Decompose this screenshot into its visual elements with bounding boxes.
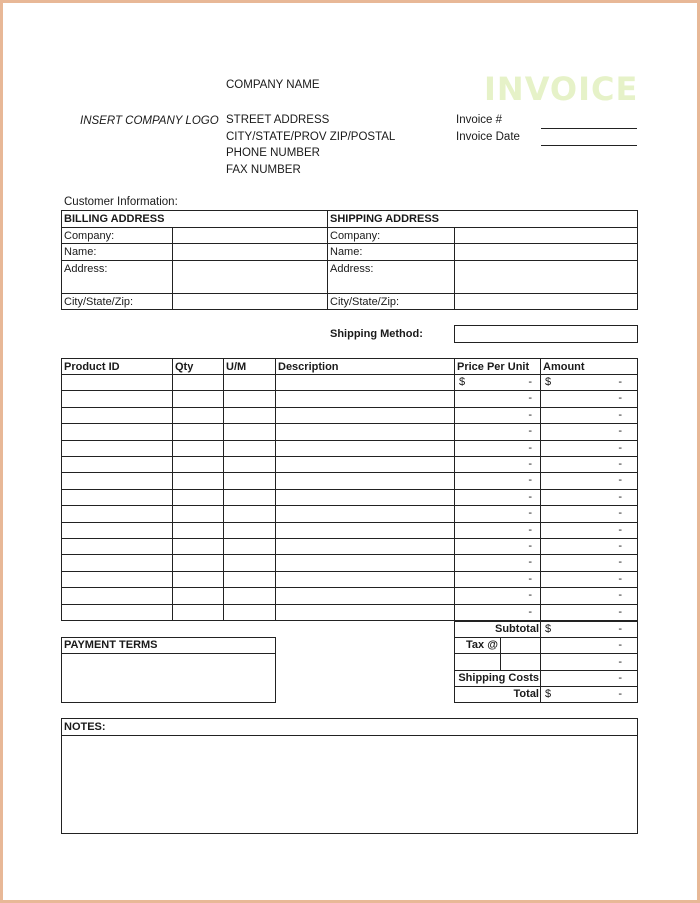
table-row[interactable] — [62, 523, 638, 538]
price-value: - — [528, 507, 532, 519]
billing-city-input[interactable] — [173, 294, 327, 309]
amount-value: - — [618, 524, 622, 536]
col-header-amount: Amount — [543, 361, 585, 373]
shipping-company-label: Company: — [330, 230, 381, 242]
billing-name-input[interactable] — [173, 244, 327, 260]
price-value: - — [528, 589, 532, 601]
invoice-number-field[interactable] — [541, 128, 637, 129]
phone-number: PHONE NUMBER — [226, 147, 320, 159]
price-value: - — [528, 573, 532, 585]
price-value: - — [528, 540, 532, 552]
shipping-address-label: Address: — [330, 263, 374, 275]
amount-currency: $ — [545, 376, 552, 388]
subtotal-value: - — [618, 623, 622, 635]
amount-value: - — [618, 507, 622, 519]
billing-address-label: Address: — [64, 263, 108, 275]
street-address: STREET ADDRESS — [226, 114, 330, 126]
price-value: - — [528, 606, 532, 618]
amount-value: - — [618, 376, 622, 388]
col-header-qty: Qty — [175, 361, 194, 373]
amount-value: - — [618, 589, 622, 601]
shipping-company-input[interactable] — [455, 228, 637, 243]
invoice-title: INVOICE — [484, 70, 639, 108]
col-header-um: U/M — [226, 361, 247, 373]
col-header-description: Description — [278, 361, 339, 373]
amount-value: - — [618, 606, 622, 618]
billing-city-label: City/State/Zip: — [64, 296, 134, 308]
table-row[interactable] — [62, 605, 638, 620]
subtotal-currency: $ — [545, 623, 552, 635]
amount-value: - — [618, 540, 622, 552]
company-logo-placeholder: INSERT COMPANY LOGO — [80, 115, 219, 127]
table-row[interactable] — [62, 424, 638, 439]
table-row[interactable] — [62, 555, 638, 570]
billing-company-input[interactable] — [173, 228, 327, 243]
table-row[interactable] — [62, 408, 638, 423]
col-header-product-id: Product ID — [64, 361, 120, 373]
notes-label: NOTES: — [64, 721, 106, 733]
subtotal-label: Subtotal — [495, 623, 539, 635]
shipping-city-label: City/State/Zip: — [330, 296, 400, 308]
table-row[interactable] — [62, 490, 638, 505]
tax-value: - — [618, 639, 622, 651]
price-currency: $ — [459, 376, 466, 388]
table-row[interactable] — [62, 457, 638, 472]
price-value: - — [528, 491, 532, 503]
price-value: - — [528, 474, 532, 486]
table-row[interactable] — [62, 539, 638, 554]
table-row[interactable] — [62, 391, 638, 406]
billing-company-label: Company: — [64, 230, 115, 242]
amount-value: - — [618, 458, 622, 470]
price-value: - — [528, 524, 532, 536]
customer-info-label: Customer Information: — [64, 196, 178, 208]
amount-value: - — [618, 556, 622, 568]
price-value: - — [528, 442, 532, 454]
shipping-address-header: SHIPPING ADDRESS — [330, 213, 440, 225]
price-value: - — [528, 556, 532, 568]
billing-name-label: Name: — [64, 246, 97, 258]
table-row[interactable] — [62, 572, 638, 587]
shipping-address-input[interactable] — [455, 261, 637, 293]
shipping-name-label: Name: — [330, 246, 363, 258]
tax-value-2: - — [618, 656, 622, 668]
invoice-number-label: Invoice # — [456, 114, 503, 126]
price-value: - — [528, 458, 532, 470]
table-row[interactable] — [62, 441, 638, 456]
price-value: - — [528, 409, 532, 421]
total-currency: $ — [545, 688, 552, 700]
price-value: - — [528, 425, 532, 437]
amount-value: - — [618, 392, 622, 404]
table-row[interactable] — [62, 473, 638, 488]
amount-value: - — [618, 573, 622, 585]
shipping-method-label: Shipping Method: — [330, 328, 423, 340]
shipping-city-input[interactable] — [455, 294, 637, 309]
table-row[interactable] — [62, 375, 638, 390]
amount-value: - — [618, 409, 622, 421]
amount-value: - — [618, 474, 622, 486]
tax-label: Tax @ — [466, 639, 498, 651]
invoice-date-field[interactable] — [541, 145, 637, 146]
invoice-date-label: Invoice Date — [456, 131, 520, 143]
shipping-name-input[interactable] — [455, 244, 637, 260]
total-label: Total — [513, 688, 539, 700]
amount-value: - — [618, 491, 622, 503]
amount-value: - — [618, 442, 622, 454]
shipping-costs-value: - — [618, 672, 622, 684]
price-value: - — [528, 376, 532, 388]
company-name: COMPANY NAME — [226, 79, 320, 91]
tax-rate-input[interactable] — [501, 638, 540, 670]
fax-number: FAX NUMBER — [226, 164, 301, 176]
amount-value: - — [618, 425, 622, 437]
payment-terms-label: PAYMENT TERMS — [64, 639, 158, 651]
table-row[interactable] — [62, 506, 638, 521]
billing-address-input[interactable] — [173, 261, 327, 293]
billing-address-header: BILLING ADDRESS — [64, 213, 165, 225]
total-value: - — [618, 688, 622, 700]
table-row[interactable] — [62, 588, 638, 603]
shipping-costs-label: Shipping Costs — [458, 672, 539, 684]
price-value: - — [528, 392, 532, 404]
city-state-zip: CITY/STATE/PROV ZIP/POSTAL — [226, 131, 396, 143]
col-header-price-per-unit: Price Per Unit — [457, 361, 530, 373]
shipping-method-input[interactable] — [454, 325, 638, 343]
